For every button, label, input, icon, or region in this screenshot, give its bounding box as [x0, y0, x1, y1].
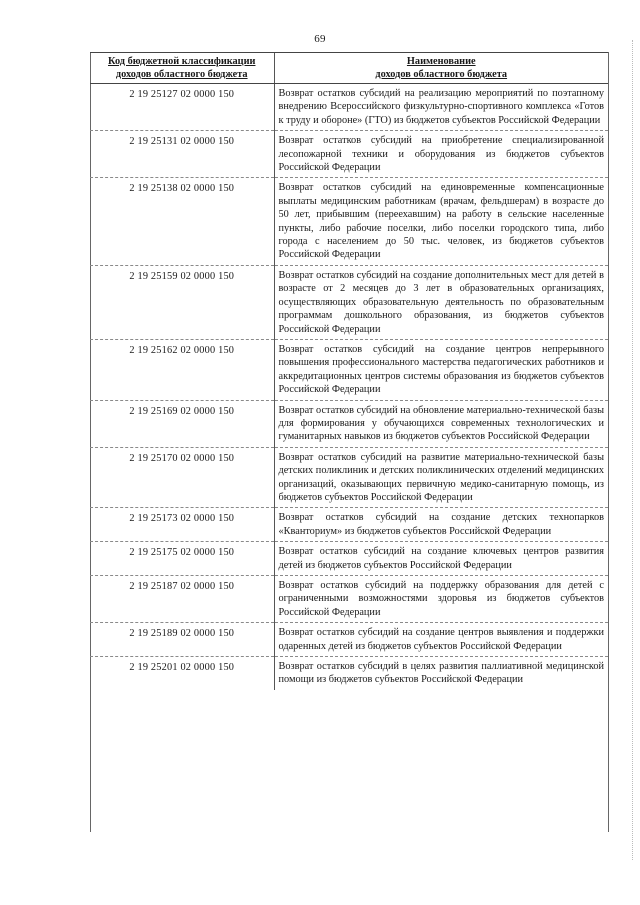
table-right-border — [608, 52, 609, 832]
name-column-header — [274, 53, 608, 84]
code-header-line: Код бюджетной классификации — [108, 56, 256, 67]
budget-code: 2 19 25201 02 0000 150 — [90, 657, 274, 690]
budget-code: 2 19 25131 02 0000 150 — [90, 131, 274, 178]
budget-code: 2 19 25187 02 0000 150 — [90, 576, 274, 623]
table-header-row — [90, 53, 608, 84]
revenue-name: Возврат остатков субсидий на создание центров непрерывного повышения профессионального мастерства педагогических работников и аккредитационных центров системы образования из бюджетов субъектов Российской Федерации — [274, 339, 608, 400]
table-row — [90, 178, 608, 265]
table-row — [90, 508, 608, 542]
revenue-name: Возврат остатков субсидий на реализацию мероприятий по поэтапному внедрению Всероссийского физкультурно-спортивного комплекса «Готов к труду и обороне» (ГТО) из бюджетов субъектов Российской Федерации — [274, 84, 608, 131]
table-row — [90, 131, 608, 178]
table-row — [90, 623, 608, 657]
budget-code: 2 19 25189 02 0000 150 — [90, 623, 274, 657]
revenue-name: Возврат остатков субсидий на создание центров выявления и поддержки одаренных детей из бюджетов субъектов Российской Федерации — [274, 623, 608, 657]
table-row — [90, 542, 608, 576]
budget-code: 2 19 25170 02 0000 150 — [90, 447, 274, 508]
budget-code: 2 19 25138 02 0000 150 — [90, 178, 274, 265]
table-row — [90, 84, 608, 131]
revenue-name: Возврат остатков субсидий на единовременные компенсационные выплаты медицинским работникам (врачам, фельдшерам) в возрасте до 50 лет, прибывшим (переехавшим) на работу в сельские населенные пункты, либо рабочие поселки, либо поселки городского типа, либо города с населением до 50 тыс. человек, из бюджетов субъектов Российской Федерации — [274, 178, 608, 265]
revenue-name: Возврат остатков субсидий на обновление материально-технической базы для формирования у обучающихся современных технологических и гуманитарных навыков из бюджетов субъектов Российской Федерации — [274, 400, 608, 447]
table-row — [90, 576, 608, 623]
scan-edge-line — [632, 40, 634, 860]
revenue-name: Возврат остатков субсидий на создание детских технопарков «Кванториум» из бюджетов субъектов Российской Федерации — [274, 508, 608, 542]
revenue-name: Возврат остатков субсидий на развитие материально-технической базы детских поликлиник и детских поликлинических отделений медицинских организаций, оказывающих первичную медико-санитарную помощь, из бюджетов субъектов Российской Федерации — [274, 447, 608, 508]
budget-code: 2 19 25173 02 0000 150 — [90, 508, 274, 542]
code-column-header — [90, 53, 274, 84]
budget-classification-table — [90, 52, 608, 690]
code-header-line: доходов областного бюджета — [115, 68, 248, 80]
revenue-name: Возврат остатков субсидий в целях развития паллиативной медицинской помощи из бюджетов субъектов Российской Федерации — [274, 657, 608, 690]
table-row — [90, 265, 608, 339]
name-header-line: Наименование — [406, 56, 476, 67]
budget-code: 2 19 25127 02 0000 150 — [90, 84, 274, 131]
revenue-name: Возврат остатков субсидий на приобретение специализированной лесопожарной техники и оборудования из бюджетов субъектов Российской Федерации — [274, 131, 608, 178]
table-row — [90, 657, 608, 690]
revenue-name: Возврат остатков субсидий на создание дополнительных мест для детей в возрасте от 2 месяцев до 3 лет в образовательных организациях, осуществляющих образовательную деятельность по образовательным программам дошкольного образования, из бюджетов субъектов Российской Федерации — [274, 265, 608, 339]
name-header-line: доходов областного бюджета — [375, 68, 508, 80]
revenue-name: Возврат остатков субсидий на создание ключевых центров развития детей из бюджетов субъектов Российской Федерации — [274, 542, 608, 576]
budget-code: 2 19 25159 02 0000 150 — [90, 265, 274, 339]
table-row — [90, 400, 608, 447]
table-row — [90, 339, 608, 400]
budget-code: 2 19 25169 02 0000 150 — [90, 400, 274, 447]
page-number: 69 — [314, 33, 326, 45]
budget-code: 2 19 25162 02 0000 150 — [90, 339, 274, 400]
budget-code: 2 19 25175 02 0000 150 — [90, 542, 274, 576]
revenue-name: Возврат остатков субсидий на поддержку образования для детей с ограниченными возможностями здоровья из бюджетов субъектов Российской Федерации — [274, 576, 608, 623]
table-row — [90, 447, 608, 508]
